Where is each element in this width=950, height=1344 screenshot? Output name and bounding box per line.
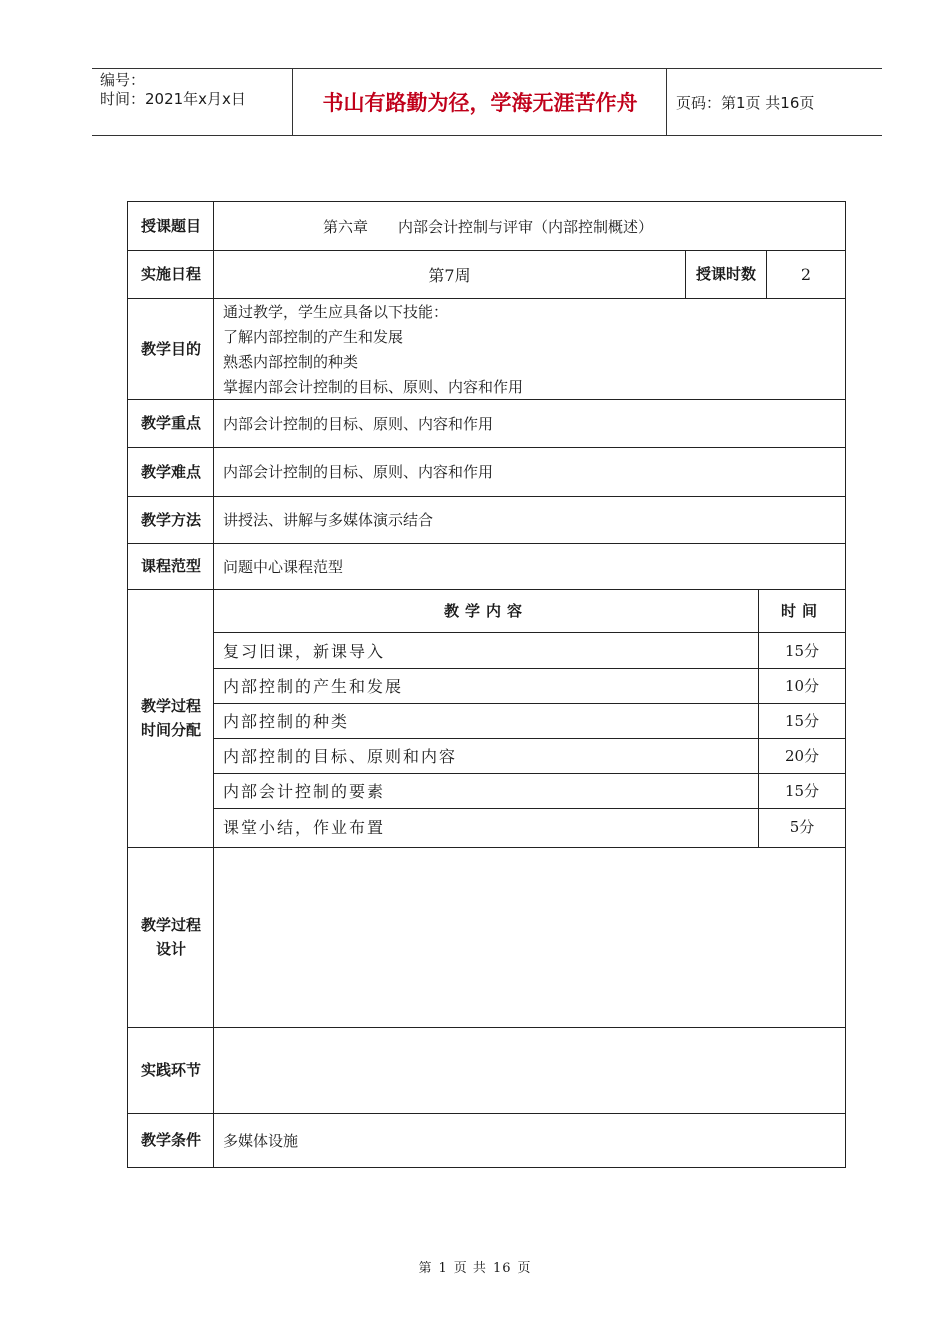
header-divider bbox=[666, 69, 667, 135]
label-hours: 授课时数 bbox=[695, 265, 756, 283]
goal-line: 掌握内部会计控制的目标、原则、内容和作用 bbox=[223, 378, 524, 396]
goal-line: 了解内部控制的产生和发展 bbox=[223, 328, 404, 346]
value-paradigm: 问题中心课程范型 bbox=[223, 557, 344, 576]
value-schedule: 第7周 bbox=[428, 265, 471, 285]
label-key-points: 教学重点 bbox=[140, 414, 201, 432]
header-divider bbox=[292, 69, 293, 135]
process-row-time: 15分 bbox=[784, 641, 820, 660]
label-goals: 教学目的 bbox=[140, 339, 201, 358]
label-paradigm: 课程范型 bbox=[140, 557, 201, 575]
page-header bbox=[92, 68, 882, 136]
process-row-content: 内部控制的产生和发展 bbox=[223, 677, 404, 696]
label-process-design-line: 教学过程 bbox=[140, 916, 201, 934]
process-row-content: 内部控制的目标、原则和内容 bbox=[223, 747, 458, 766]
lesson-plan-table bbox=[127, 201, 846, 1168]
row-divider bbox=[128, 1027, 845, 1028]
footer-total-pages: 16 bbox=[492, 1261, 512, 1276]
label-process-design-line: 设计 bbox=[155, 940, 186, 958]
footer-prefix: 第 bbox=[418, 1261, 433, 1276]
label-schedule: 实施日程 bbox=[140, 265, 201, 283]
process-row-time: 20分 bbox=[784, 747, 820, 765]
process-row-content: 内部控制的种类 bbox=[223, 712, 350, 731]
label-practice: 实践环节 bbox=[140, 1061, 201, 1079]
page-footer bbox=[0, 1257, 950, 1276]
value-key-points: 内部会计控制的目标、原则、内容和作用 bbox=[223, 414, 494, 433]
header-page-info: 页码：第1页 共16页 bbox=[676, 93, 815, 112]
header-motto: 书山有路勤为径，学海无涯苦作舟 bbox=[322, 91, 638, 115]
label-difficulties: 教学难点 bbox=[140, 462, 201, 481]
process-row-content: 复习旧课，新课导入 bbox=[223, 641, 386, 661]
value-methods: 讲授法、讲解与多媒体演示结合 bbox=[223, 511, 434, 529]
value-difficulties: 内部会计控制的目标、原则、内容和作用 bbox=[223, 463, 494, 481]
label-process-time-line: 时间分配 bbox=[140, 721, 201, 739]
process-header-time: 时间 bbox=[780, 602, 823, 620]
process-row-time: 10分 bbox=[784, 677, 820, 695]
goal-line: 熟悉内部控制的种类 bbox=[223, 353, 359, 371]
goal-line: 通过教学，学生应具备以下技能： bbox=[223, 303, 449, 321]
process-row-time: 15分 bbox=[784, 712, 820, 730]
footer-suffix: 页 bbox=[517, 1261, 532, 1276]
process-row-time: 15分 bbox=[784, 782, 820, 800]
process-row-content: 课堂小结，作业布置 bbox=[223, 818, 386, 837]
process-row-content: 内部会计控制的要素 bbox=[223, 782, 386, 801]
label-topic: 授课题目 bbox=[140, 217, 201, 235]
label-conditions: 教学条件 bbox=[140, 1131, 201, 1149]
document-number: 编号： bbox=[100, 71, 146, 89]
row-divider bbox=[128, 847, 845, 848]
row-divider bbox=[128, 298, 845, 299]
footer-mid: 页 共 bbox=[453, 1261, 487, 1276]
document-date: 时间：2021年x月x日 bbox=[100, 90, 246, 108]
header-meta bbox=[100, 71, 246, 109]
value-hours: 2 bbox=[800, 264, 812, 284]
process-header-content: 教学内容 bbox=[443, 602, 528, 620]
value-conditions: 多媒体设施 bbox=[223, 1131, 299, 1150]
footer-page-number: 1 bbox=[438, 1261, 448, 1276]
label-process-time-line: 教学过程 bbox=[140, 697, 201, 715]
value-topic: 第六章 内部会计控制与评审（内部控制概述） bbox=[323, 217, 654, 236]
value-goals bbox=[223, 300, 523, 400]
label-process-design bbox=[128, 847, 214, 1027]
process-row-time: 5分 bbox=[789, 818, 815, 836]
label-process-time bbox=[128, 589, 214, 847]
label-methods: 教学方法 bbox=[140, 510, 201, 529]
